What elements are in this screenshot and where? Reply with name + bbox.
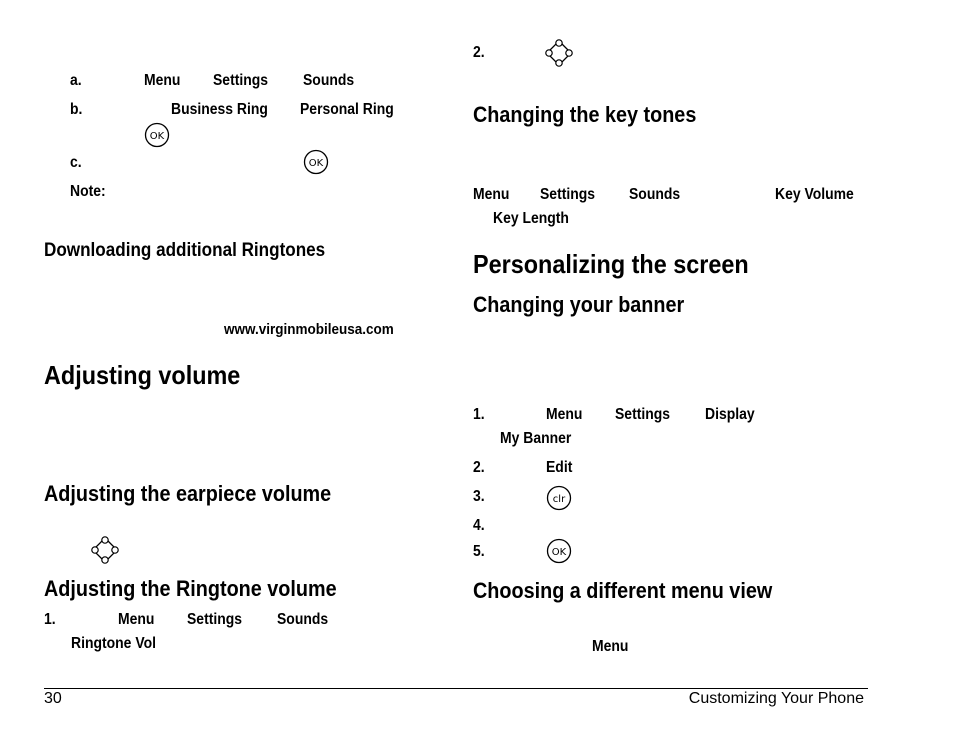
clear-key-icon xyxy=(546,485,572,511)
virgin-url: www.virginmobileusa.com xyxy=(224,321,394,338)
banner-step1-my-banner: My Banner xyxy=(500,430,572,447)
banner-step4-marker: 4. xyxy=(473,517,485,534)
step-a-marker: a. xyxy=(70,72,82,89)
ringtone-step1-menu: Menu xyxy=(118,611,155,628)
banner-step1-menu: Menu xyxy=(546,406,583,423)
page-number: 30 xyxy=(44,690,62,707)
personalizing-heading: Personalizing the screen xyxy=(473,249,749,279)
key-tones-key-length: Key Length xyxy=(493,210,569,227)
step-b-marker: b. xyxy=(70,101,83,118)
svg-text:OK: OK xyxy=(551,547,567,558)
key-tones-heading: Changing the key tones xyxy=(473,102,697,127)
ringtone-step1-vol: Ringtone Vol xyxy=(71,635,156,652)
ringtone-step1-settings: Settings xyxy=(187,611,243,628)
svg-text:clr: clr xyxy=(552,494,566,505)
step-b-personal-ring: Personal Ring xyxy=(300,101,394,118)
banner-step5-marker: 5. xyxy=(473,543,485,560)
menu-view-heading: Choosing a different menu view xyxy=(473,578,773,603)
step-a-menu: Menu xyxy=(144,72,181,89)
navigation-key-icon xyxy=(544,38,574,68)
key-tones-menu: Menu xyxy=(473,186,510,203)
banner-heading: Changing your banner xyxy=(473,292,685,317)
menu-view-menu: Menu xyxy=(592,638,629,655)
banner-step1-marker: 1. xyxy=(473,406,485,423)
banner-step1-settings: Settings xyxy=(615,406,671,423)
ok-key-icon xyxy=(546,538,572,564)
section-title: Customizing Your Phone xyxy=(688,690,864,707)
step-a-sounds: Sounds xyxy=(303,72,355,89)
key-tones-key-volume: Key Volume xyxy=(775,186,854,203)
key-tones-settings: Settings xyxy=(540,186,596,203)
ok-key-icon xyxy=(144,122,170,148)
ringtone-step1-marker: 1. xyxy=(44,611,56,628)
step-c-marker: c. xyxy=(70,154,82,171)
key-tones-sounds: Sounds xyxy=(629,186,681,203)
earpiece-heading: Adjusting the earpiece volume xyxy=(44,481,332,506)
ringtone-heading: Adjusting the Ringtone volume xyxy=(44,576,337,601)
step-2-marker: 2. xyxy=(473,44,485,61)
svg-text:OK: OK xyxy=(308,158,324,169)
adjusting-volume-heading: Adjusting volume xyxy=(44,360,241,390)
banner-step3-marker: 3. xyxy=(473,488,485,505)
banner-step2-marker: 2. xyxy=(473,459,485,476)
banner-step2-edit: Edit xyxy=(546,459,573,476)
step-a-settings: Settings xyxy=(213,72,269,89)
ringtone-step1-sounds: Sounds xyxy=(277,611,329,628)
footer-rule xyxy=(44,688,868,689)
navigation-key-icon xyxy=(90,535,120,565)
step-b-business-ring: Business Ring xyxy=(171,101,268,118)
note-label: Note: xyxy=(70,183,106,200)
svg-text:OK: OK xyxy=(149,131,165,142)
ok-key-icon xyxy=(303,149,329,175)
banner-step1-display: Display xyxy=(705,406,755,423)
downloading-heading: Downloading additional Ringtones xyxy=(44,240,326,261)
